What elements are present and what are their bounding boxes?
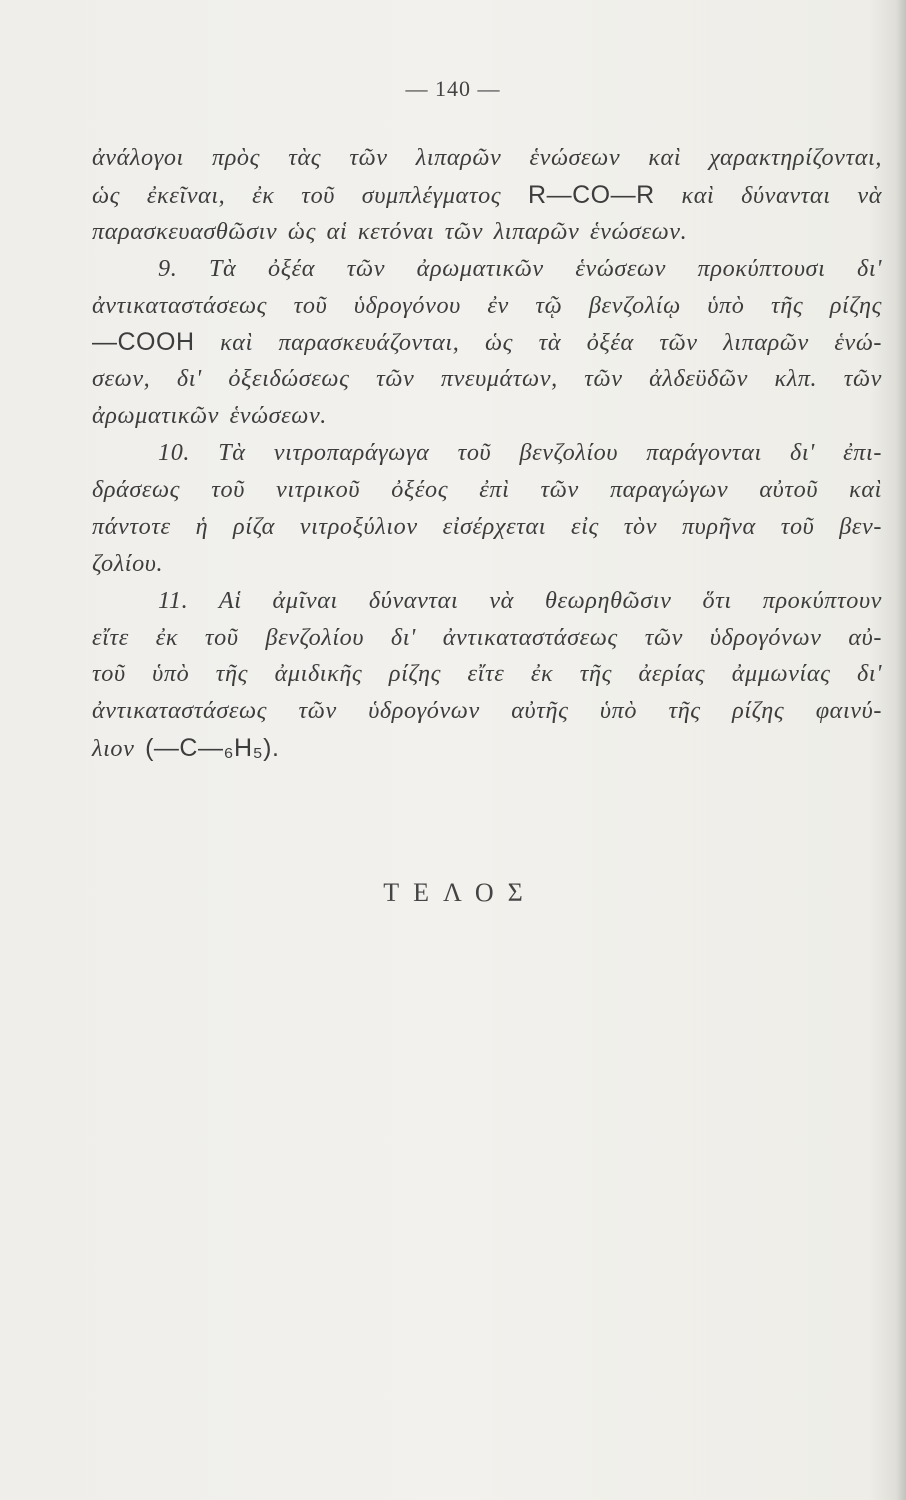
text-line: 11. Αἱ ἀμῖναι δύνανται νὰ θεωρηθῶσιν ὅτι προκύπτουν [158, 586, 882, 614]
body-text [92, 140, 882, 767]
text-line: τοῦ ὑπὸ τῆς ἀμιδικῆς ρίζης εἴτε ἐκ τῆς ἀερίας ἀμμωνίας δι' [92, 660, 882, 688]
text-segment: καὶ παρασκευάζονται, ὡς τὰ ὀξέα τῶν λιπαρῶν ἑνώ- [194, 329, 882, 357]
text-segment: ὡς ἐκεῖναι, ἐκ τοῦ συμπλέγματος [92, 181, 529, 209]
text-line: σεων, δι' ὀξειδώσεως τῶν πνευμάτων, τῶν ἀλδεϋδῶν κλπ. τῶν [92, 365, 882, 393]
text-line: πάντοτε ἡ ρίζα νιτροξύλιον εἰσέρχεται εἰς τὸν πυρῆνα τοῦ βεν- [92, 512, 882, 540]
text-segment: λιον [92, 735, 146, 763]
text-line [92, 177, 882, 214]
text-line: ἀρωματικῶν ἑνώσεων. [92, 402, 327, 430]
text-line: παρασκευασθῶσιν ὡς αἱ κετόναι τῶν λιπαρῶν ἑνώσεων. [92, 217, 688, 245]
chemical-formula: —COOH [92, 328, 195, 357]
chemical-formula: (—C—₆H₅). [145, 734, 280, 763]
text-line: ἀντικαταστάσεως τοῦ ὑδρογόνου ἐν τῷ βενζολίῳ ὑπὸ τῆς ρίζης [92, 291, 882, 319]
text-line: ἀντικαταστάσεως τῶν ὑδρογόνων αὐτῆς ὑπὸ τῆς ρίζης φαινύ- [92, 697, 882, 725]
page-edge-shadow [896, 0, 906, 1500]
text-line: ζολίου. [92, 549, 164, 577]
text-segment: καὶ δύνανται νὰ [654, 181, 882, 209]
end-marker: ΤΕΛΟΣ [383, 878, 537, 907]
text-line: δράσεως τοῦ νιτρικοῦ ὀξέος ἐπὶ τῶν παραγώγων αὐτοῦ καὶ [92, 476, 882, 504]
text-line: 9. Τὰ ὀξέα τῶν ἀρωματικῶν ἑνώσεων προκύπτουσι δι' [158, 254, 882, 282]
text-line [92, 324, 882, 361]
text-line: 10. Τὰ νιτροπαράγωγα τοῦ βενζολίου παράγονται δι' ἐπι- [158, 439, 882, 467]
text-line: εἴτε ἐκ τοῦ βενζολίου δι' ἀντικαταστάσεως τῶν ὑδρογόνων αὐ- [92, 623, 882, 651]
text-line: ἀνάλογοι πρὸς τὰς τῶν λιπαρῶν ἑνώσεων καὶ χαρακτηρίζονται, [92, 144, 882, 171]
page-number: — 140 — [405, 76, 501, 101]
text-line [92, 730, 882, 767]
chemical-formula: R—CO—R [528, 180, 655, 209]
